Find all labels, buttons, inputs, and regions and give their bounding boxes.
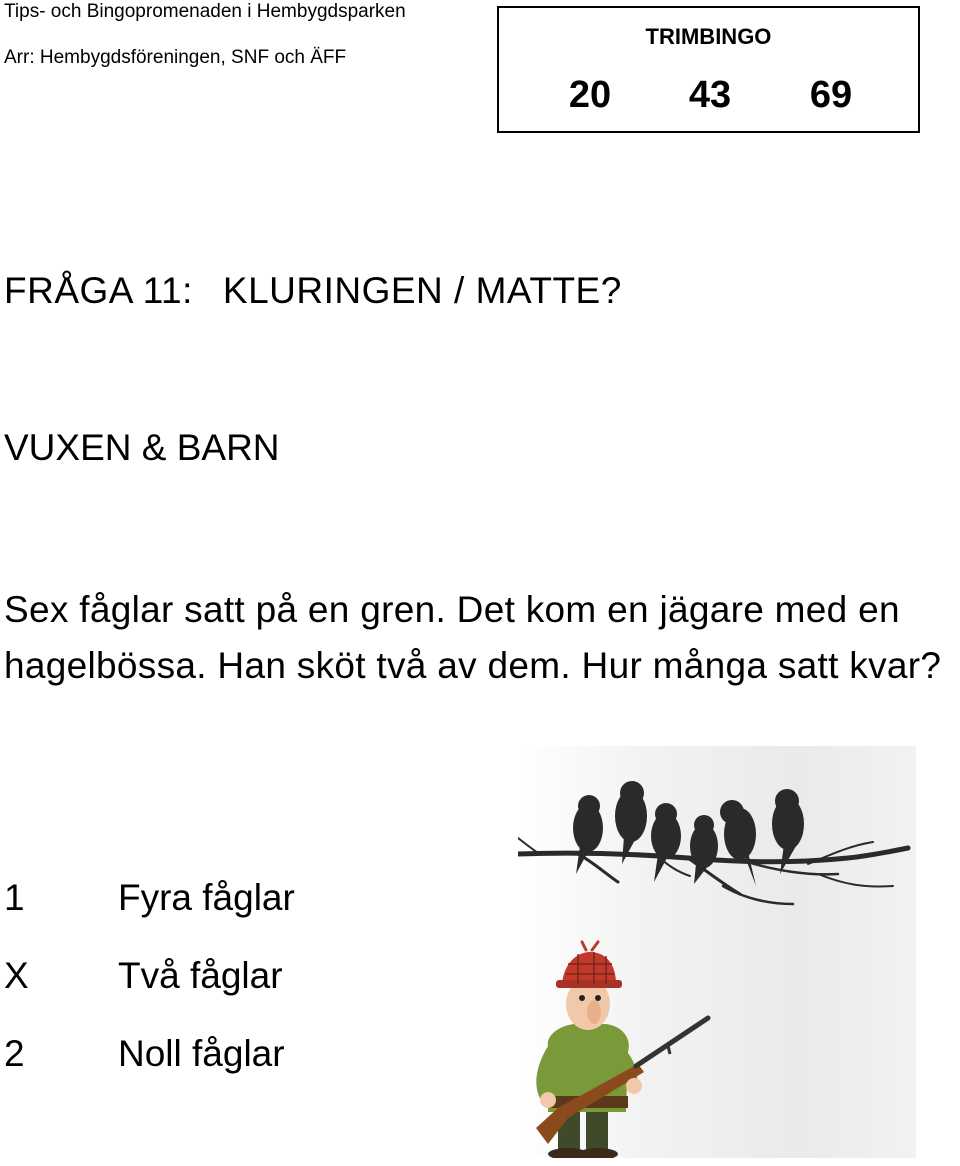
hunter-birds-illustration bbox=[518, 746, 916, 1158]
bird-icon bbox=[573, 795, 603, 874]
hunter-icon bbox=[536, 942, 708, 1158]
option-key: X bbox=[4, 955, 29, 996]
question-category: KLURINGEN / MATTE? bbox=[222, 270, 622, 311]
answer-option-x bbox=[4, 955, 283, 997]
bingo-number-1: 20 bbox=[568, 74, 612, 116]
header-title: Tips- och Bingopromenaden i Hembygdsparken bbox=[4, 1, 406, 22]
option-label: Fyra fåglar bbox=[118, 877, 295, 918]
bird-icon bbox=[690, 815, 718, 884]
bingo-box bbox=[497, 6, 920, 133]
answer-option-2 bbox=[4, 1033, 285, 1075]
header-organizers: Arr: Hembygdsföreningen, SNF och ÄFF bbox=[4, 47, 347, 68]
option-label: Noll fåglar bbox=[118, 1033, 285, 1074]
illustration-svg bbox=[518, 746, 916, 1158]
bingo-number-2: 43 bbox=[688, 74, 732, 116]
option-key: 2 bbox=[4, 1033, 25, 1074]
question-text: Sex fåglar satt på en gren. Det kom en jägare med en hagelbössa. Han sköt två av dem. Hur många satt kvar? bbox=[4, 589, 942, 686]
option-label: Två fåglar bbox=[118, 955, 283, 996]
bingo-title: TRIMBINGO bbox=[645, 24, 772, 49]
option-key: 1 bbox=[4, 877, 25, 918]
question-heading bbox=[4, 270, 622, 312]
bird-icon bbox=[720, 800, 756, 886]
bird-icon bbox=[615, 781, 647, 864]
bingo-number-3: 69 bbox=[809, 74, 853, 116]
question-number: FRÅGA 11: bbox=[4, 270, 193, 311]
answer-option-1 bbox=[4, 877, 295, 919]
audience-label: VUXEN & BARN bbox=[4, 427, 280, 468]
